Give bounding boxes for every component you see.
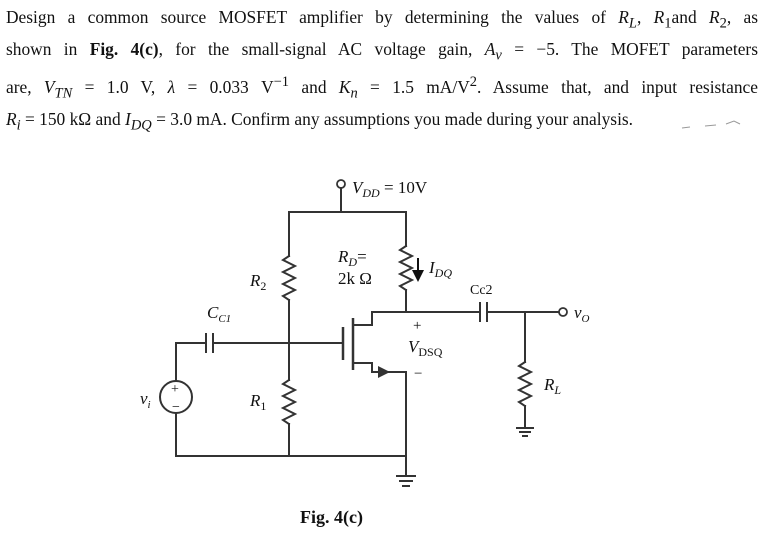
rl-label: $R_L$ bbox=[544, 375, 562, 397]
text: = 1.0 V, bbox=[72, 76, 168, 97]
symbol-vtn: V bbox=[43, 76, 55, 97]
rl-resistor bbox=[519, 362, 531, 406]
text: and bbox=[671, 7, 709, 27]
text: , for the small-signal AC voltage gain, bbox=[158, 39, 485, 60]
text: = 0.033 V bbox=[175, 76, 274, 97]
symbol-av: A bbox=[484, 39, 496, 60]
sub: v bbox=[495, 47, 502, 64]
r1-resistor bbox=[283, 380, 295, 424]
mosfet-source-arrow-icon bbox=[378, 366, 390, 378]
symbol-r1: R bbox=[653, 7, 665, 27]
symbol-ri: R bbox=[6, 109, 17, 130]
sub: i bbox=[16, 117, 21, 134]
vdsq-minus: − bbox=[414, 366, 423, 382]
rl-ground-icon bbox=[516, 428, 534, 436]
cc1-capacitor bbox=[206, 333, 213, 353]
sub: L bbox=[628, 15, 637, 32]
idq-label: $I_{DQ}$ bbox=[429, 258, 453, 280]
source-plus: + bbox=[171, 382, 179, 397]
vdsq-plus: + bbox=[413, 318, 422, 334]
text: , as bbox=[726, 7, 758, 27]
text: = −5. The MOFET parameters bbox=[501, 39, 758, 60]
text: shown in bbox=[6, 39, 90, 60]
source-minus: − bbox=[172, 400, 180, 415]
text: , bbox=[636, 7, 654, 27]
text: . Assume that, and input resistance bbox=[477, 76, 758, 97]
vdsq-label: $V_{DSQ}$ bbox=[408, 337, 443, 359]
text: are, bbox=[6, 76, 44, 97]
rd-label: $R_D=$ bbox=[338, 247, 367, 269]
ground-icon bbox=[396, 476, 416, 486]
symbol-r2: R bbox=[708, 7, 720, 27]
symbol-kn: K bbox=[338, 76, 351, 97]
text: = 150 kΩ and bbox=[20, 109, 126, 130]
sub: TN bbox=[54, 85, 73, 102]
sub: n bbox=[350, 85, 358, 102]
scribble-mark bbox=[682, 121, 740, 128]
cc2-capacitor bbox=[480, 302, 487, 322]
vdd-label: $V_{DD} = 10V$ bbox=[352, 178, 428, 200]
r2-resistor bbox=[283, 256, 295, 300]
sub: 2 bbox=[719, 15, 727, 32]
text: = 1.5 mA/V bbox=[357, 76, 470, 97]
cc1-label: $C_{C1}$ bbox=[207, 303, 232, 325]
mosfet-drain-wire bbox=[353, 312, 406, 325]
figure-reference: Fig. 4(c) bbox=[89, 39, 159, 60]
vo-label: $v_O$ bbox=[574, 303, 590, 325]
symbol-lambda: λ bbox=[167, 76, 176, 97]
rd-value: 2k Ω bbox=[338, 269, 372, 288]
vo-terminal bbox=[559, 308, 567, 316]
symbol-idq: I bbox=[125, 109, 131, 130]
figure-caption: Fig. 4(c) bbox=[300, 507, 363, 527]
text: = 3.0 mA. Confirm any assumptions you made during your analysis. bbox=[151, 109, 634, 130]
r1-label: $R_1$ bbox=[250, 391, 267, 413]
text: Design a common source MOSFET amplifier by determining the values of bbox=[6, 7, 619, 27]
sub: 1 bbox=[664, 15, 672, 32]
vdd-terminal bbox=[337, 180, 345, 188]
r2-label: $R_2$ bbox=[250, 271, 267, 293]
rd-resistor bbox=[400, 246, 412, 290]
sup: 2 bbox=[469, 73, 478, 90]
sup: −1 bbox=[273, 73, 290, 90]
symbol-rl: R bbox=[618, 7, 629, 27]
sub: DQ bbox=[130, 117, 152, 134]
vi-label: $v_i$ bbox=[140, 389, 151, 411]
text: and bbox=[289, 76, 339, 97]
cc2-label: Cc2 bbox=[470, 283, 493, 298]
